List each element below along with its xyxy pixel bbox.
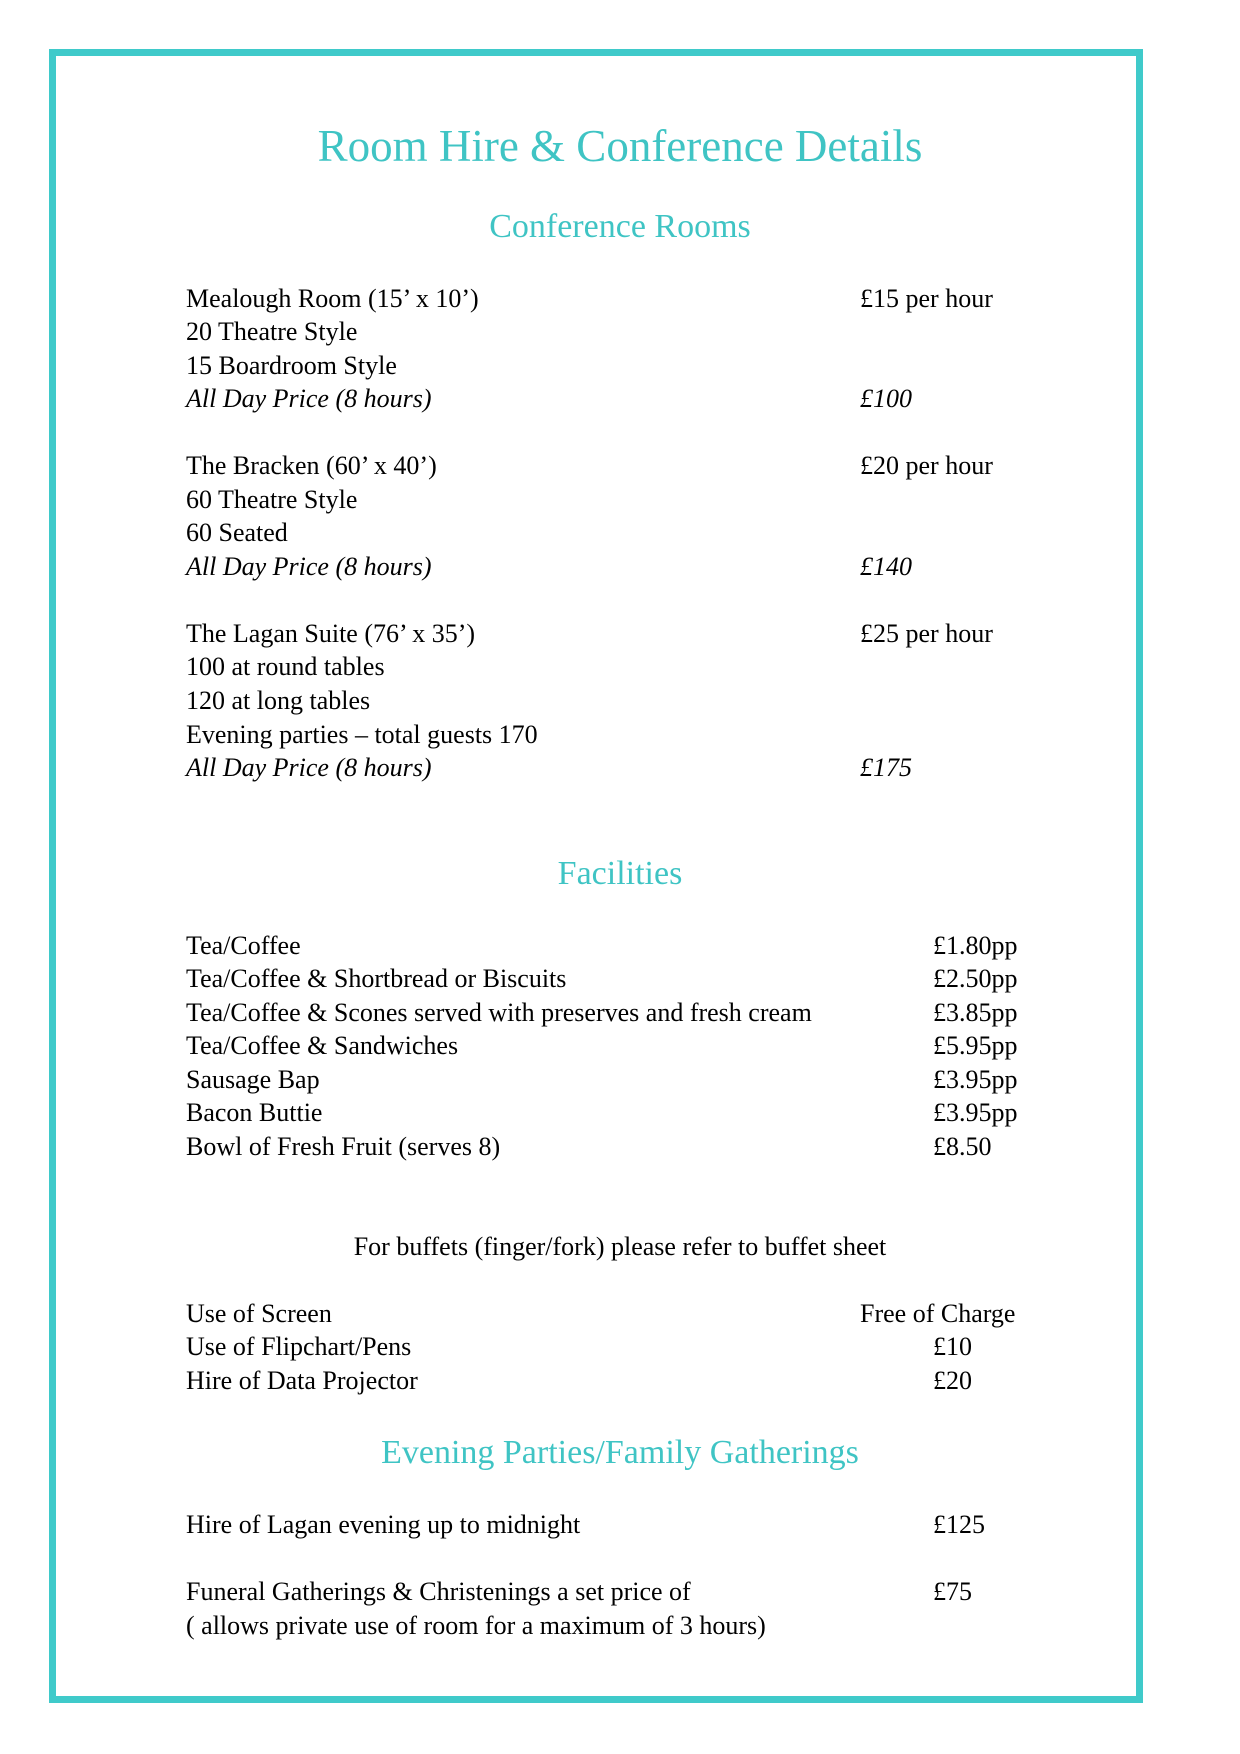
- facility-item: Bowl of Fresh Fruit (serves 8): [186, 1132, 501, 1161]
- facility-price: £2.50pp: [933, 964, 1018, 993]
- equipment-item: Use of Flipchart/Pens: [186, 1332, 412, 1361]
- evening-price: £75: [933, 1577, 972, 1606]
- evening-price: £125: [933, 1510, 985, 1539]
- equipment-price: £20: [933, 1366, 972, 1395]
- equipment-price: Free of Charge: [860, 1299, 1016, 1328]
- facility-price: £3.85pp: [933, 998, 1018, 1027]
- room-hourly-price: £15 per hour: [860, 284, 993, 313]
- equipment-price: £10: [933, 1332, 972, 1361]
- room-name: Mealough Room (15’ x 10’): [186, 284, 479, 313]
- facility-item: Tea/Coffee & Sandwiches: [186, 1031, 459, 1060]
- room-hourly-price: £20 per hour: [860, 451, 993, 480]
- room-capacity: 100 at round tables: [186, 652, 385, 681]
- room-capacity: 20 Theatre Style: [186, 317, 358, 346]
- evening-item: Hire of Lagan evening up to midnight: [186, 1510, 581, 1539]
- room-capacity: Evening parties – total guests 170: [186, 720, 538, 749]
- evening-item: Funeral Gatherings & Christenings a set price of: [186, 1577, 691, 1606]
- evening-note: ( allows private use of room for a maximum of 3 hours): [186, 1611, 766, 1640]
- facility-item: Sausage Bap: [186, 1065, 320, 1094]
- page-title: Room Hire & Conference Details: [317, 121, 923, 171]
- facility-price: £8.50: [933, 1132, 992, 1161]
- room-all-day-price: £100: [860, 384, 912, 413]
- facility-price: £3.95pp: [933, 1098, 1018, 1127]
- room-all-day-label: All Day Price (8 hours): [186, 753, 432, 782]
- room-name: The Bracken (60’ x 40’): [186, 451, 437, 480]
- room-name: The Lagan Suite (76’ x 35’): [186, 619, 476, 648]
- room-hourly-price: £25 per hour: [860, 619, 993, 648]
- facility-item: Bacon Buttie: [186, 1098, 323, 1127]
- equipment-item: Hire of Data Projector: [186, 1366, 418, 1395]
- section-heading-evening: Evening Parties/Family Gatherings: [381, 1434, 859, 1471]
- facility-item: Tea/Coffee & Scones served with preserves and fresh cream: [186, 998, 812, 1027]
- facility-item: Tea/Coffee & Shortbread or Biscuits: [186, 964, 567, 993]
- room-capacity: 60 Seated: [186, 518, 288, 547]
- room-capacity: 15 Boardroom Style: [186, 351, 397, 380]
- equipment-item: Use of Screen: [186, 1299, 332, 1328]
- room-capacity: 120 at long tables: [186, 686, 371, 715]
- facility-price: £3.95pp: [933, 1065, 1018, 1094]
- room-all-day-label: All Day Price (8 hours): [186, 552, 432, 581]
- facility-price: £5.95pp: [933, 1031, 1018, 1060]
- buffet-note: For buffets (finger/fork) please refer to buffet sheet: [353, 1232, 887, 1261]
- section-heading-facilities: Facilities: [557, 855, 683, 892]
- facility-item: Tea/Coffee: [186, 931, 301, 960]
- room-all-day-price: £175: [860, 753, 912, 782]
- room-all-day-price: £140: [860, 552, 912, 581]
- section-heading-conference-rooms: Conference Rooms: [489, 208, 751, 245]
- facility-price: £1.80pp: [933, 931, 1018, 960]
- room-all-day-label: All Day Price (8 hours): [186, 384, 432, 413]
- room-capacity: 60 Theatre Style: [186, 485, 358, 514]
